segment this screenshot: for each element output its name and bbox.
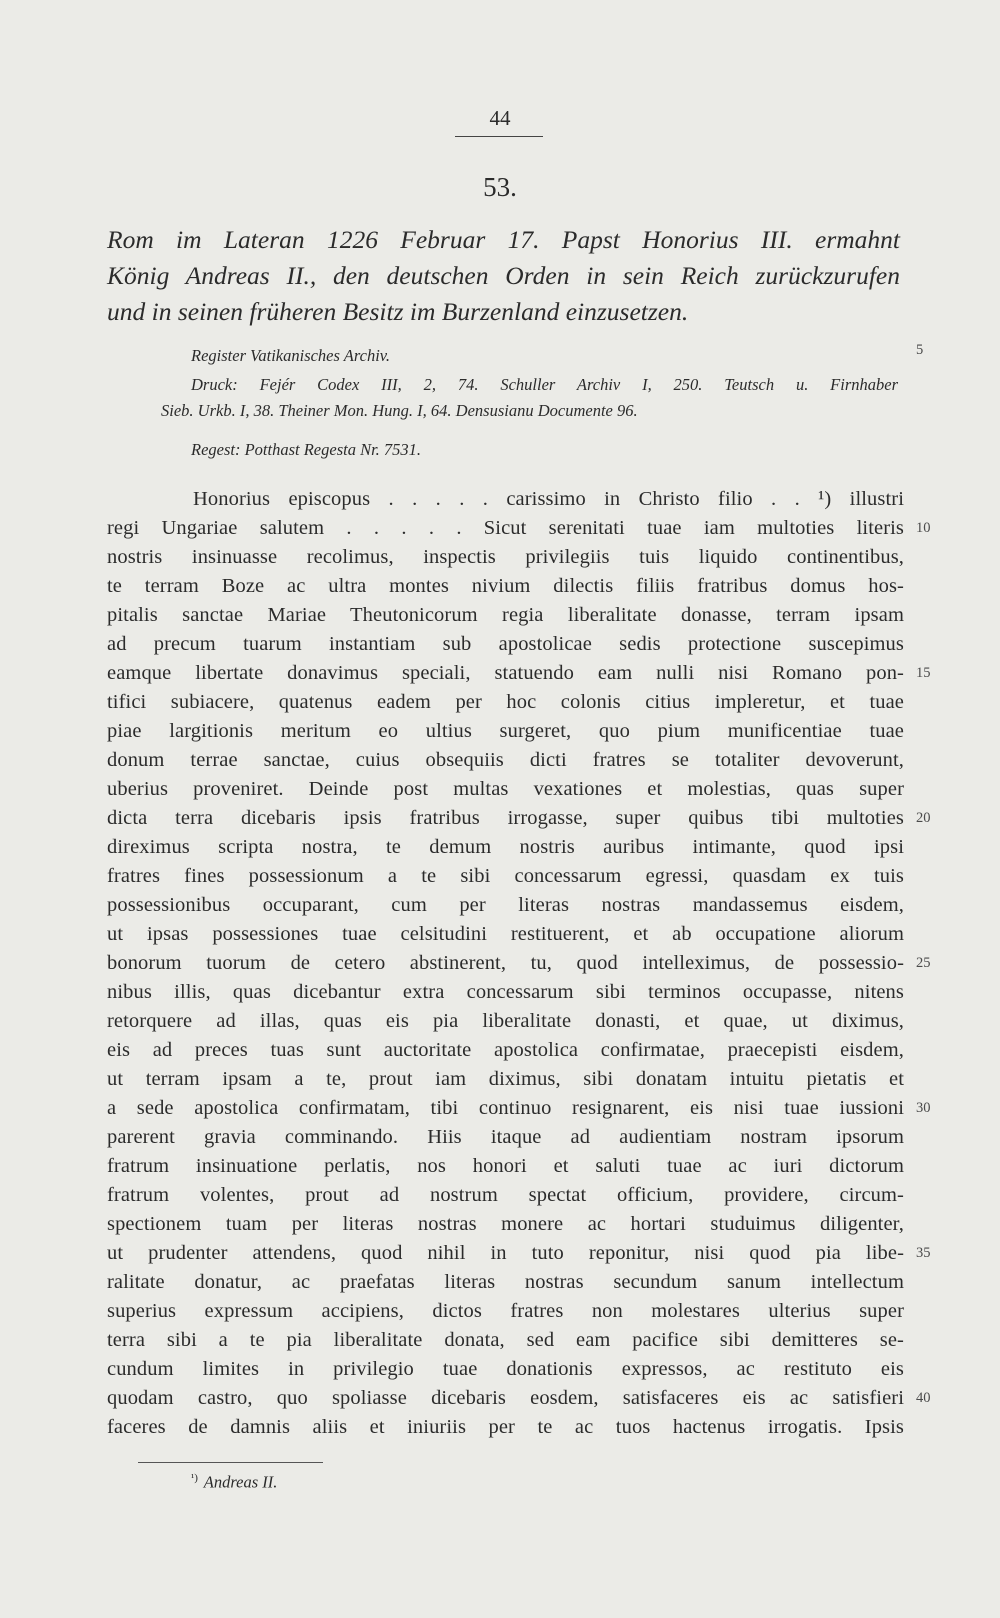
- body-line: te terram Boze ac ultra montes nivium dilectis filiis fratribus domus hos-: [107, 575, 904, 597]
- heading-line: König Andreas II., den deutschen Orden in sein Reich zurückzurufen: [107, 261, 900, 290]
- body-line: dicta terra dicebaris ipsis fratribus irrogasse, super quibus tibi multoties: [107, 807, 904, 829]
- body-line: fratres fines possessionum a te sibi concessarum egressi, quasdam ex tuis: [107, 865, 904, 887]
- body-line: ad precum tuarum instantiam sub apostolicae sedis protectione suscepimus: [107, 633, 904, 655]
- body-line: terra sibi a te pia liberalitate donata, sed eam pacifice sibi demitteres se-: [107, 1329, 904, 1351]
- body-line: parerent gravia comminando. Hiis itaque ad audientiam nostram ipsorum: [107, 1126, 904, 1148]
- body-line: pitalis sanctae Mariae Theutonicorum regia liberalitate donasse, terram ipsam: [107, 604, 904, 626]
- body-line: ralitate donatur, ac praefatas literas nostras secundum sanum intellectum: [107, 1271, 904, 1293]
- footnote: [191, 1472, 277, 1493]
- druck-line: Druck: Fejér Codex III, 2, 74. Schuller Archiv I, 250. Teutsch u. Firnhaber: [191, 375, 898, 394]
- body-line: Honorius episcopus . . . . . carissimo in Christo filio . . ¹) illustri: [193, 488, 904, 510]
- document-number: 53.: [483, 172, 517, 202]
- body-line: a sede apostolica confirmatam, tibi continuo resignarent, eis nisi tuae iussioni: [107, 1097, 904, 1119]
- body-line: uberius proveniret. Deinde post multas vexationes et molestias, quas super: [107, 778, 904, 800]
- footnote-text: Andreas II.: [203, 1472, 278, 1492]
- body-line: quodam castro, quo spoliasse dicebaris eosdem, satisfaceres eis ac satisfieri: [107, 1387, 904, 1409]
- register-note: Register Vatikanisches Archiv.: [191, 346, 391, 365]
- body-line: nibus illis, quas dicebantur extra concessarum sibi terminos occupasse, nitens: [107, 981, 904, 1003]
- line-number: 15: [916, 665, 931, 681]
- body-line: eis ad preces tuas sunt auctoritate apostolica confirmatae, praecepisti eisdem,: [107, 1039, 904, 1061]
- line-number: 30: [916, 1100, 931, 1116]
- body-line: fratrum volentes, prout ad nostrum spectat officium, providere, circum-: [107, 1184, 904, 1206]
- body-line: cundum limites in privilegio tuae donationis expressos, ac restituto eis: [107, 1358, 904, 1380]
- body-line: tifici subiacere, quatenus eadem per hoc colonis citius impleretur, et tuae: [107, 691, 904, 713]
- body-line: donum terrae sanctae, cuius obsequiis dicti fratres se totaliter devoverunt,: [107, 749, 904, 771]
- body-line: nostris insinuasse recolimus, inspectis privilegiis tuis liquido continentibus,: [107, 546, 904, 568]
- line-number: 40: [916, 1390, 931, 1406]
- body-line: bonorum tuorum de cetero abstinerent, tu, quod intelleximus, de possessio-: [107, 952, 904, 974]
- body-line: spectionem tuam per literas nostras monere ac hortari studuimus diligenter,: [107, 1213, 904, 1235]
- body-line: possessionibus occuparant, cum per literas nostras mandassemus eisdem,: [107, 894, 904, 916]
- body-line: ut prudenter attendens, quod nihil in tuto reponitur, nisi quod pia libe-: [107, 1242, 904, 1264]
- regest-note: Regest: Potthast Regesta Nr. 7531.: [191, 440, 422, 459]
- line-number: 20: [916, 810, 931, 826]
- body-line: fratrum insinuatione perlatis, nos honori et saluti tuae ac iuri dictorum: [107, 1155, 904, 1177]
- druck-line: Sieb. Urkb. I, 38. Theiner Mon. Hung. I, 64. Densusianu Documente 96.: [161, 401, 638, 420]
- footnote-rule: [138, 1462, 323, 1463]
- heading-line: Rom im Lateran 1226 Februar 17. Papst Honorius III. ermahnt: [107, 225, 900, 254]
- body-line: faceres de damnis aliis et iniuriis per te ac tuos hactenus irrogatis. Ipsis: [107, 1416, 904, 1438]
- line-number: 10: [916, 520, 931, 536]
- page-number: 44: [489, 106, 511, 130]
- line-number: 25: [916, 955, 931, 971]
- heading-line: und in seinen früheren Besitz im Burzenland einzusetzen.: [107, 297, 689, 326]
- line-number: 5: [916, 342, 924, 358]
- body-line: retorquere ad illas, quas eis pia liberalitate donasti, et quae, ut diximus,: [107, 1010, 904, 1032]
- line-number: 35: [916, 1245, 931, 1261]
- body-line: ut terram ipsam a te, prout iam diximus, sibi donatam intuitu pietatis et: [107, 1068, 904, 1090]
- body-line: direximus scripta nostra, te demum nostris auribus intimante, quod ipsi: [107, 836, 904, 858]
- body-line: ut ipsas possessiones tuae celsitudini restituerent, et ab occupatione aliorum: [107, 923, 904, 945]
- body-line: piae largitionis meritum eo ultius surgeret, quo pium munificentiae tuae: [107, 720, 904, 742]
- body-line: regi Ungariae salutem . . . . . Sicut serenitati tuae iam multoties literis: [107, 517, 904, 539]
- footnote-mark: ¹): [191, 1472, 198, 1484]
- body-line: eamque libertate donavimus speciali, statuendo eam nulli nisi Romano pon-: [107, 662, 904, 684]
- page-number-rule: [455, 136, 543, 137]
- body-line: superius expressum accipiens, dictos fratres non molestares ulterius super: [107, 1300, 904, 1322]
